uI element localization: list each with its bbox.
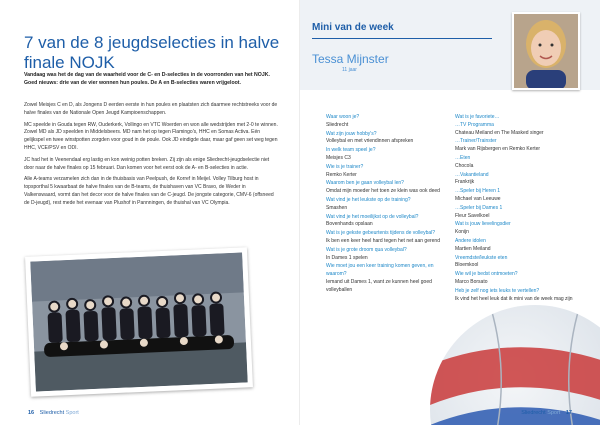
qa-question: Wat is jouw lievelingsdier <box>455 221 511 228</box>
qa-question: …Speler bij Heren 1 <box>455 188 501 195</box>
qa-item <box>455 188 579 204</box>
qa-answer: Frankrijk <box>455 179 475 186</box>
article-title: 7 van de 8 jeugdselecties in halve finale NOJK <box>24 33 280 73</box>
article-paragraph: MC speelde in Gouda tegen RW, Ouderkerk, Vollingo en VTC Woerden en won alle wedstrijden met 2-0 te winnen. Zowel MD als JD speelden in Middelsbeers. MD nam het op tegen Flamingo's, HHC en Somas Activa. Eén gelijkspel en twee winstpotten zorgden voor goud in de poule. Ook JD eindigde daar, maar gaf geen set weg tegen HHC, VCE/PSV en ODI. <box>24 121 278 151</box>
qa-answer: Remko Kerter <box>326 171 357 178</box>
article-body <box>24 102 279 212</box>
right-page <box>300 0 600 425</box>
left-footer <box>24 410 79 416</box>
page-number: 16 <box>28 410 35 416</box>
qa-item <box>455 138 579 154</box>
qa-answer: Konijn <box>455 229 469 236</box>
qa-question: Vreemdste/leukste eten <box>455 254 508 261</box>
qa-item <box>455 205 579 221</box>
qa-question: Andere idolen <box>455 237 486 244</box>
team-photo-image <box>30 252 247 391</box>
qa-answer: Ik ben een keer heel hard tegen het net aan gerend <box>326 237 440 244</box>
qa-item <box>326 263 450 294</box>
qa-item <box>326 197 450 213</box>
section-title: Mini van de week <box>312 22 394 33</box>
qa-answer: Sliedrecht <box>326 121 349 128</box>
qa-question: Wat vind je het leukste op de training? <box>326 196 411 203</box>
footer-brand: Sliedrecht <box>39 410 65 416</box>
qa-item <box>455 255 579 271</box>
qa-item <box>326 164 450 180</box>
qa-question: Wie is je trainer? <box>326 163 364 170</box>
qa-column-left <box>326 114 450 296</box>
qa-question: Heb je zelf nog iets leuks te vertellen? <box>455 287 540 294</box>
qa-answer: Michael van Leeuwe <box>455 195 501 202</box>
qa-question: Wat vind je het moeilijkst op de volleybal? <box>326 213 419 220</box>
qa-item <box>326 131 450 147</box>
qa-answer: Iemand uit Dames 1, want ze kunnen heel goed volleyballen <box>326 278 432 293</box>
player-portrait <box>512 12 580 90</box>
qa-item <box>326 147 450 163</box>
qa-question: Wie wil je bedst ontmoeten? <box>455 271 518 278</box>
article-paragraph: JC had het in Veenendaal erg lastig en kon weinig potten breken. Zij zijn als enige Sliedrecht-jeugdselectie niet door naar de halve finales op 15 februari. Dan komen voor het eerst ook de A- en B-selecties in actie. <box>24 156 270 171</box>
qa-column-right <box>455 114 579 304</box>
qa-answer: Ik vind het heel leuk dat ik mini van de week mag zijn <box>455 295 573 302</box>
qa-item <box>455 114 579 122</box>
qa-question: …Speler bij Dames 1 <box>455 204 503 211</box>
qa-item <box>455 155 579 171</box>
qa-question: Waarom ben je gaan volleybal len? <box>326 180 404 187</box>
qa-question: Wie moet jou een keer training komen geven, en waarom? <box>326 263 434 278</box>
qa-answer: In Dames 1 spelen <box>326 254 368 261</box>
footer-section: Sport <box>65 410 79 416</box>
qa-answer: Marco Borsato <box>455 278 488 285</box>
qa-question: Wat is je favoriete… <box>455 114 500 120</box>
qa-answer: Smashen <box>326 204 348 211</box>
qa-answer: Omdat mijn moeder het toen ze klein was ook deed <box>326 188 440 195</box>
qa-item <box>455 122 579 138</box>
qa-question: …Eten <box>455 154 471 161</box>
qa-question: In welk team speel je? <box>326 147 376 154</box>
qa-answer: Chocola <box>455 162 474 169</box>
qa-item <box>455 288 579 304</box>
article-paragraph: Alle A-teams verzamelen zich dan in de thuisbasis van Peelpush, de Korref in Meijel. Volley Tilburg host in topsporthal 5 kwaarbaat de halve finales van de B-teams, de thuishaven van VC Bravo, de Weder in Valkenswaard, vormt dan het decor voor de halve finales van de C-jeugd. De jongste categorie, CMV-6 (offsneed de D-jeugd), rest mede het evenaar van Plushof in Pannningen, de thuishal van VC Olympia. <box>24 176 274 206</box>
right-footer <box>521 410 576 416</box>
article-intro: Vandaag was het de dag van de waarheid voor de C- en D-selecties in de voorronden van het NOJK. Goed nieuws: drie van de vier wonnen hun poules. De A en B-selecties waren vrijgeloot. <box>24 72 270 86</box>
footer-brand: Sliedrecht <box>521 410 546 416</box>
qa-item <box>326 114 450 130</box>
qa-item <box>326 214 450 230</box>
qa-question: Wat is je gekste gebeurtenis tijdens de volleybal? <box>326 230 436 237</box>
qa-item <box>455 271 579 287</box>
qa-answer: Fleur Savelkoel <box>455 212 490 219</box>
qa-question: Waar woon je? <box>326 114 360 120</box>
article-paragraph: Zowel Meisjes C en D, als Jongens D eerden eerste in hun poules en plaatsten zich daarmee rechtstreeks voor de halve finales van de Nationale Open Jeugd Kampioenschappen. <box>24 102 278 116</box>
qa-question: …Trainer/Trainster <box>455 138 497 145</box>
qa-item <box>455 172 579 188</box>
team-photo <box>25 247 253 397</box>
qa-question: Wat is je grote droom qua volleybal? <box>326 246 407 253</box>
qa-answer: Meisjes C3 <box>326 154 351 161</box>
qa-answer: Bovenhands opslaan <box>326 221 373 228</box>
qa-question: …Vakantieland <box>455 171 489 178</box>
qa-answer: Martien Meiland <box>455 245 491 252</box>
qa-answer: Mark van Rijsbergen en Remko Kerter <box>455 146 541 153</box>
title-divider <box>312 38 492 39</box>
qa-question: …TV Programma <box>455 121 494 128</box>
qa-answer: Bloemkool <box>455 262 479 269</box>
volleyball-image <box>430 305 600 425</box>
qa-answer: Chateau Meiland en The Masked singer <box>455 129 544 136</box>
qa-item <box>326 247 450 263</box>
qa-item <box>455 238 579 254</box>
footer-section: Sport <box>547 410 561 416</box>
player-age: 11 jaar <box>342 67 357 73</box>
page-number: 17 <box>565 410 572 416</box>
qa-item <box>326 230 450 246</box>
qa-item <box>326 180 450 196</box>
qa-item <box>455 221 579 237</box>
player-name: Tessa Mijnster <box>312 52 389 66</box>
qa-answer: Volleybal en met vriendinnen afspreken <box>326 138 414 145</box>
qa-question: Wat zijn jouw hobby's? <box>326 130 377 137</box>
